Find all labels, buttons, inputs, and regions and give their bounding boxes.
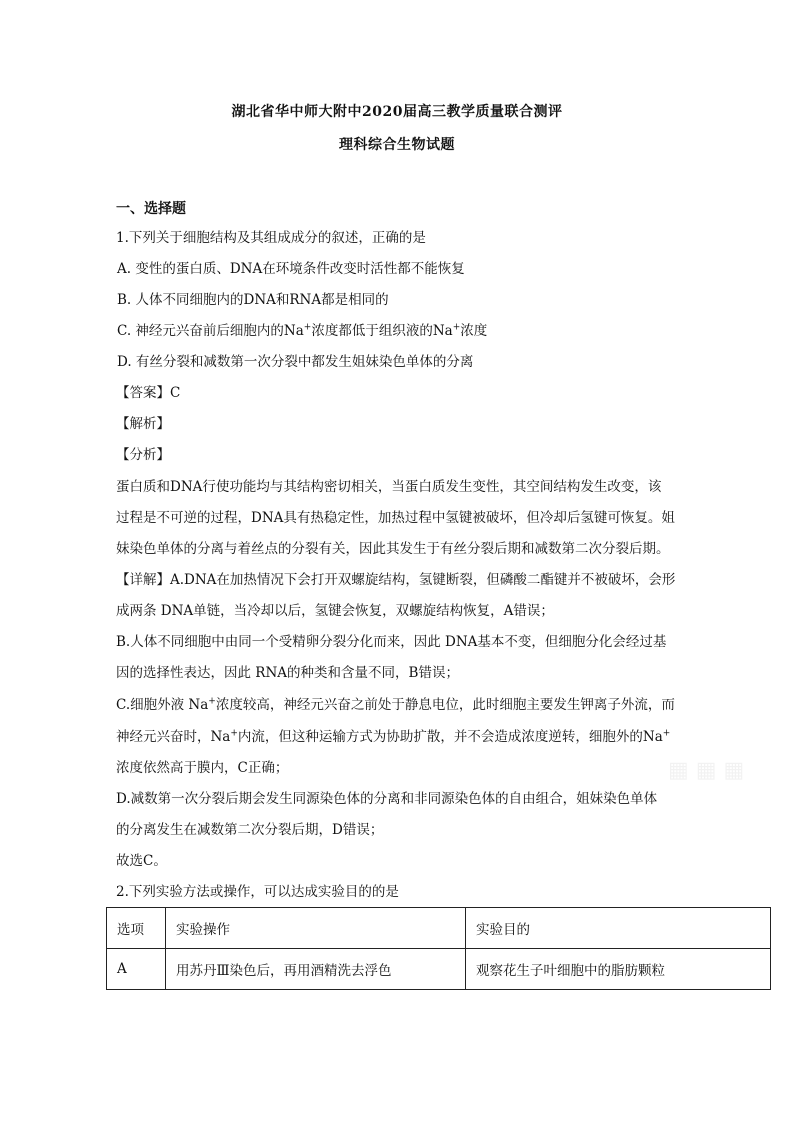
q1-option-d: D. 有丝分裂和减数第一次分裂中都发生姐妹染色单体的分离 bbox=[117, 354, 474, 370]
detail-b-line: B.人体不同细胞中由同一个受精卵分裂分化而来，因此 DNA基本不变，但细胞分化会经过基 bbox=[116, 634, 667, 650]
analysis-line: 妹染色单体的分离与着丝点的分裂有关，因此其发生于有丝分裂后期和减数第二次分裂后期。 bbox=[116, 541, 670, 557]
q1-jiexi-label: 【解析】 bbox=[116, 416, 170, 432]
faint-watermark: ▦ ▦ ▦ bbox=[668, 758, 745, 783]
table-cell: 观察花生子叶细胞中的脂肪颗粒 bbox=[466, 949, 771, 990]
analysis-line: 蛋白质和DNA行使功能均与其结构密切相关，当蛋白质发生变性，其空间结构发生改变，该 bbox=[116, 479, 662, 495]
q1-option-b: B. 人体不同细胞内的DNA和RNA都是相同的 bbox=[117, 292, 389, 308]
q1-option-a: A. 变性的蛋白质、DNA在环境条件改变时活性都不能恢复 bbox=[117, 261, 465, 277]
detail-a-line: 成两条 DNA单链，当冷却以后，氢键会恢复，双螺旋结构恢复，A错误； bbox=[116, 603, 554, 619]
detail-c-line: 神经元兴奋时，Na+内流，但这种运输方式为协助扩散，并不会造成浓度逆转，细胞外的Na+ bbox=[116, 728, 671, 745]
table-header-row bbox=[107, 908, 771, 949]
detail-a-line: 【详解】A.DNA在加热情况下会打开双螺旋结构，氢键断裂，但磷酸二酯键并不被破坏，会形 bbox=[116, 572, 676, 588]
detail-d-line: 的分离发生在减数第二次分裂后期，D错误； bbox=[116, 822, 384, 838]
q1-fenxi-label: 【分析】 bbox=[116, 447, 170, 463]
detail-c-line: C.细胞外液 Na+浓度较高，神经元兴奋之前处于静息电位，此时细胞主要发生钾离子外流，而 bbox=[116, 696, 675, 713]
exam-title: 湖北省华中师大附中2020届高三教学质量联合测评 bbox=[231, 104, 563, 120]
q1-option-c: C. 神经元兴奋前后细胞内的Na+浓度都低于组织液的Na+浓度 bbox=[117, 322, 488, 339]
question-2-stem: 2.下列实验方法或操作，可以达成实验目的的是 bbox=[116, 884, 399, 900]
table-header-cell: 实验目的 bbox=[466, 908, 771, 949]
table-header-cell: 实验操作 bbox=[166, 908, 466, 949]
question-1-stem: 1.下列关于细胞结构及其组成成分的叙述，正确的是 bbox=[116, 230, 426, 246]
table-cell: A bbox=[107, 949, 166, 990]
detail-d-line: D.减数第一次分裂后期会发生同源染色体的分离和非同源染色体的自由组合，姐妹染色单体 bbox=[116, 791, 658, 807]
table-row bbox=[107, 949, 771, 990]
section-heading: 一、选择题 bbox=[116, 201, 186, 217]
table-header-cell: 选项 bbox=[107, 908, 166, 949]
exam-subtitle: 理科综合生物试题 bbox=[339, 137, 455, 153]
detail-b-line: 因的选择性表达，因此 RNA的种类和含量不同，B错误； bbox=[116, 665, 459, 681]
detail-c-line: 浓度依然高于膜内，C正确； bbox=[116, 760, 289, 776]
analysis-line: 过程是不可逆的过程，DNA具有热稳定性，加热过程中氢键被破坏，但冷却后氢键可恢复。姐 bbox=[116, 510, 675, 526]
q1-conclusion: 故选C。 bbox=[116, 853, 167, 869]
experiment-table bbox=[106, 907, 771, 990]
q1-answer: 【答案】C bbox=[116, 385, 181, 401]
table-cell: 用苏丹Ⅲ染色后，再用酒精洗去浮色 bbox=[166, 949, 466, 990]
